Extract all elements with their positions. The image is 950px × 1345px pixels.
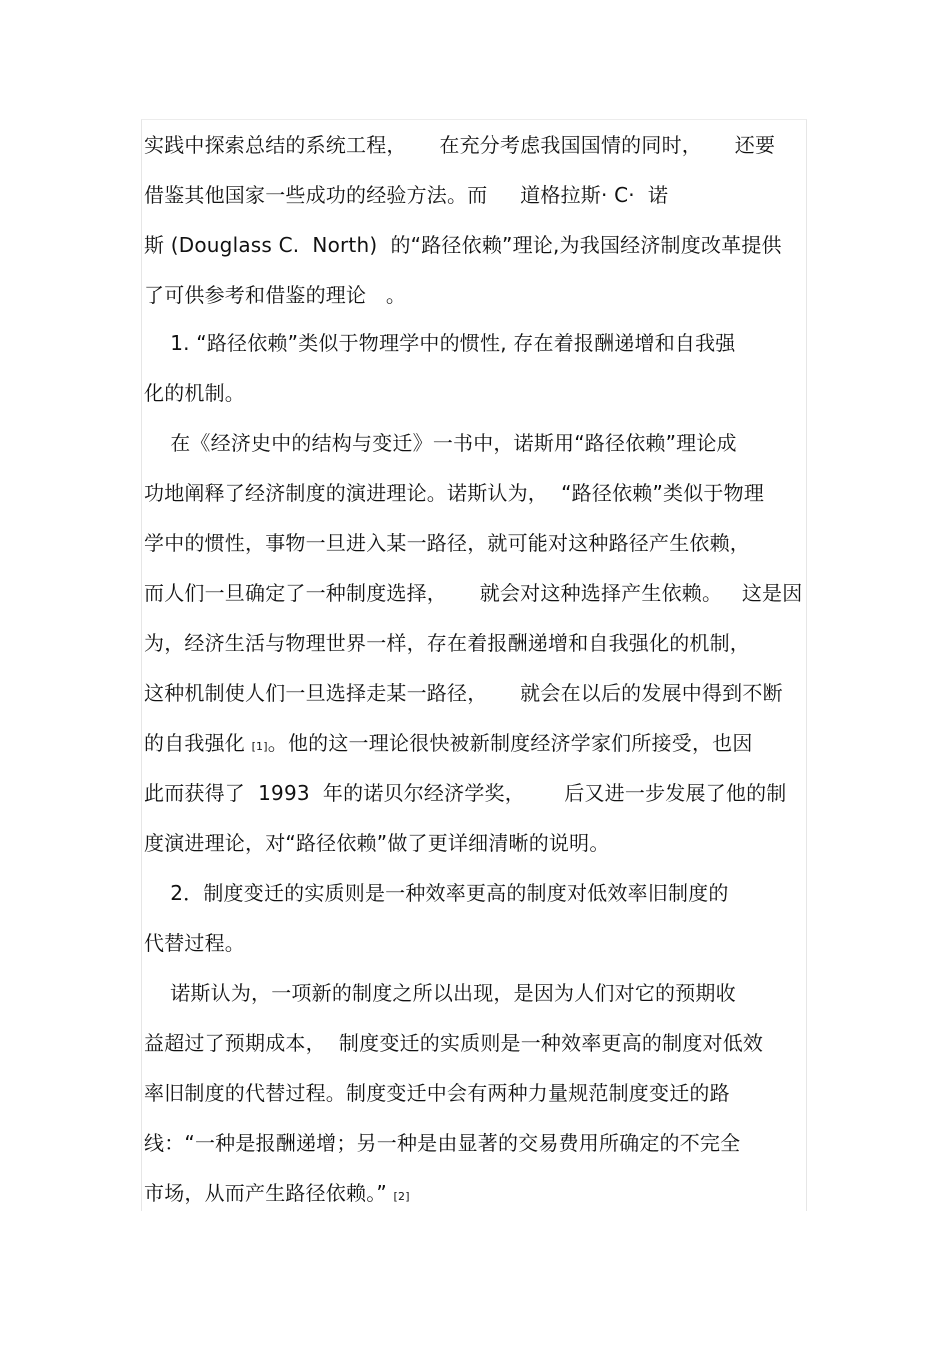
text-line-15: 度演进理论，对“路径依赖”做了更详细清晰的说明。 bbox=[144, 831, 610, 855]
text-line-22-text: 市场，从而产生路径依赖。” bbox=[144, 1181, 387, 1205]
citation-2: [2] bbox=[393, 1190, 410, 1203]
text-line-19: 益超过了预期成本， 制度变迁的实质则是一种效率更高的制度对低效 bbox=[144, 1031, 764, 1055]
text-line-9: 学中的惯性，事物一旦进入某一路径，就可能对这种路径产生依赖， bbox=[144, 531, 750, 555]
text-line-22 bbox=[144, 1178, 410, 1208]
text-line-13-head: 的自我强化 bbox=[144, 731, 245, 755]
text-line-7: 在《经济史中的结构与变迁》一书中，诺斯用“路径依赖”理论成 bbox=[144, 431, 737, 455]
text-line-17: 代替过程。 bbox=[144, 931, 245, 955]
text-line-4: 了可供参考和借鉴的理论 。 bbox=[144, 283, 407, 307]
text-line-16: 2．制度变迁的实质则是一种效率更高的制度对低效率旧制度的 bbox=[144, 881, 729, 905]
text-line-5: 1. “路径依赖”类似于物理学中的惯性, 存在着报酬递增和自我强 bbox=[144, 331, 736, 355]
text-line-12: 这种机制使人们一旦选择走某一路径， 就会在以后的发展中得到不断 bbox=[144, 681, 783, 705]
text-line-8: 功地阐释了经济制度的演进理论。诺斯认为， “路径依赖”类似于物理 bbox=[144, 481, 765, 505]
text-line-18: 诺斯认为，一项新的制度之所以出现，是因为人们对它的预期收 bbox=[144, 981, 736, 1005]
text-line-3: 斯 (Douglass C. North) 的“路径依赖”理论,为我国经济制度改革提供 bbox=[144, 233, 782, 257]
citation-1: [1] bbox=[251, 740, 268, 753]
text-line-21: 线：“一种是报酬递增；另一种是由显著的交易费用所确定的不完全 bbox=[144, 1131, 741, 1155]
text-line-6: 化的机制。 bbox=[144, 381, 245, 405]
text-line-2: 借鉴其他国家一些成功的经验方法。而 道格拉斯· C· 诺 bbox=[144, 183, 669, 207]
text-line-1: 实践中探索总结的系统工程， 在充分考虑我国国情的同时， 还要 bbox=[144, 133, 776, 157]
text-line-13 bbox=[144, 728, 753, 758]
text-line-14: 此而获得了 1993 年的诺贝尔经济学奖， 后又进一步发展了他的制 bbox=[144, 781, 787, 805]
text-line-13-tail: 。他的这一理论很快被新制度经济学家们所接受，也因 bbox=[267, 731, 753, 755]
text-line-11: 为，经济生活与物理世界一样，存在着报酬递增和自我强化的机制， bbox=[144, 631, 750, 655]
text-line-10: 而人们一旦确定了一种制度选择， 就会对这种选择产生依赖。 这是因 bbox=[144, 581, 803, 605]
text-line-20: 率旧制度的代替过程。制度变迁中会有两种力量规范制度变迁的路 bbox=[144, 1081, 730, 1105]
